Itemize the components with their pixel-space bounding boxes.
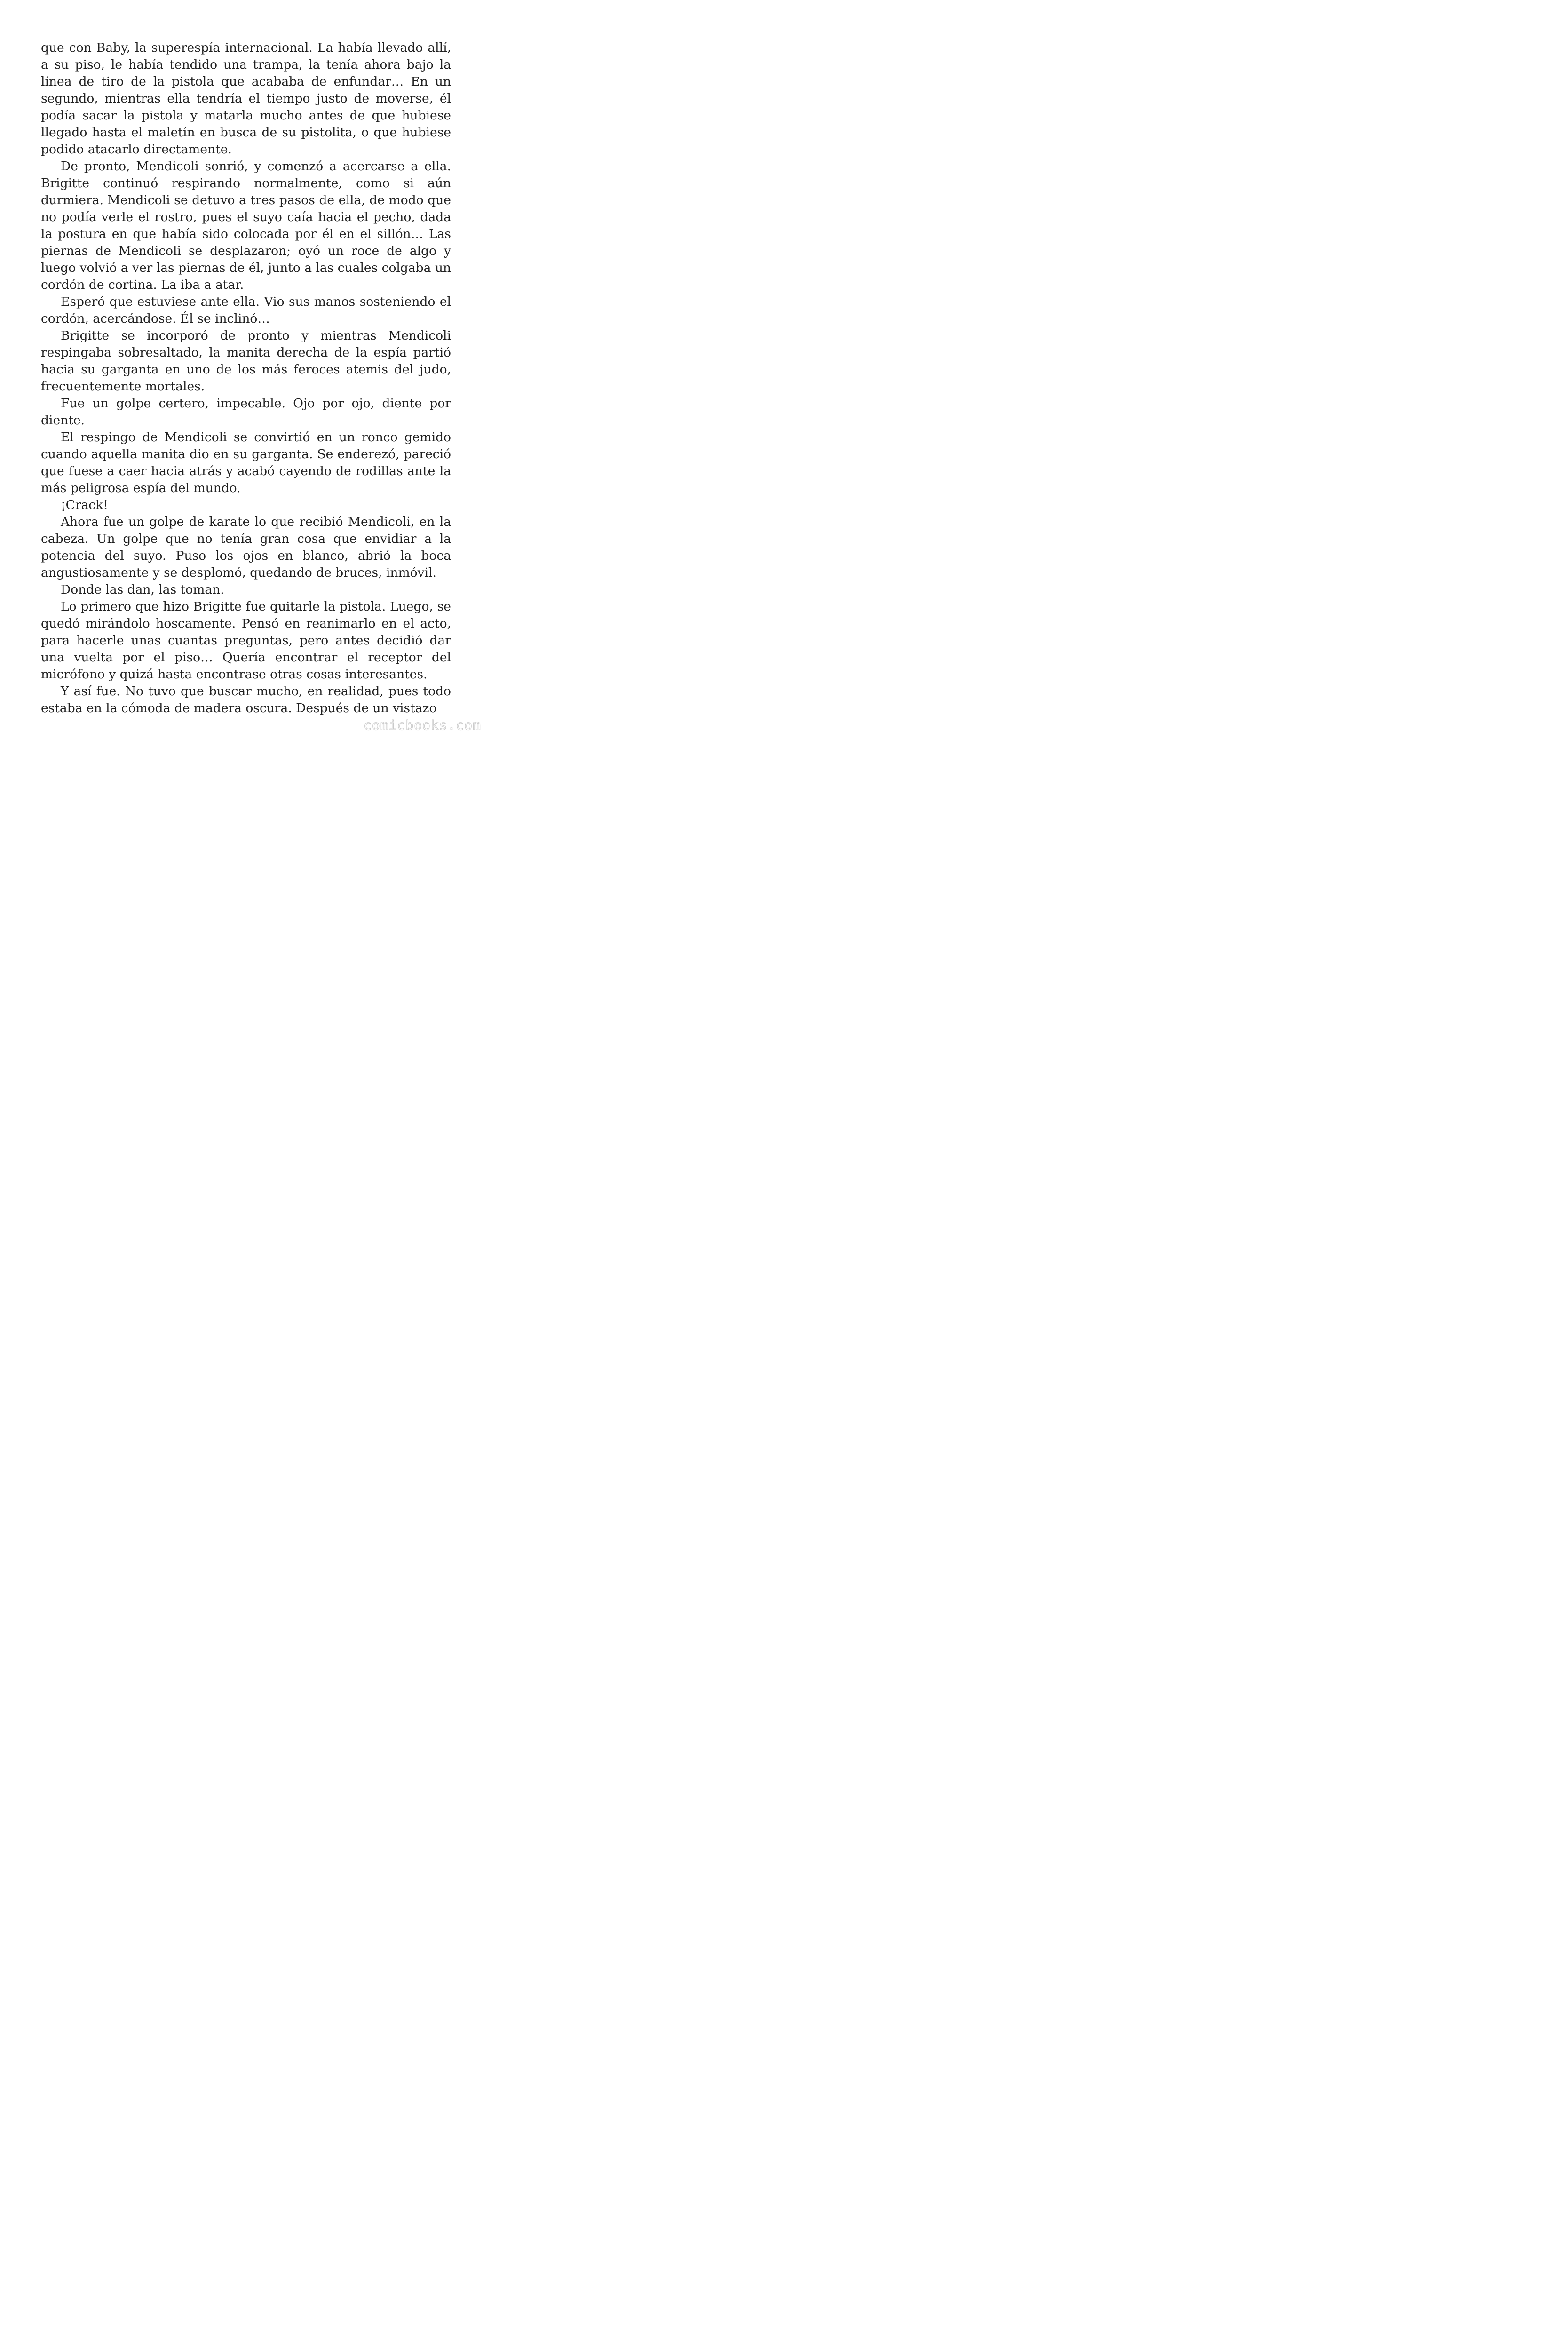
paragraph: Y así fue. No tuvo que buscar mucho, en realidad, pues todo estaba en la cómoda de madera oscura. Después de un vistazo: [41, 684, 451, 715]
paragraph: De pronto, Mendicoli sonrió, y comenzó a acercarse a ella. Brigitte continuó respirando normalmente, como si aún durmiera. Mendicoli se detuvo a tres pasos de ella, de modo que no podía verle el rostro, pues el suyo caía hacia el pecho, dada la postura en que había sido colocada por él en el sillón… Las piernas de Mendicoli se desplazaron; oyó un roce de algo y luego volvió a ver las piernas de él, junto a las cuales colgaba un cordón de cortina. La iba a atar.: [41, 159, 451, 292]
paragraph: Donde las dan, las toman.: [61, 582, 224, 597]
paragraph: Fue un golpe certero, impecable. Ojo por ojo, diente por diente.: [41, 396, 451, 428]
site-watermark: comicbooks.com: [363, 717, 481, 733]
book-page-text: [41, 40, 451, 715]
paragraph: Lo primero que hizo Brigitte fue quitarle la pistola. Luego, se quedó mirándolo hoscamente. Pensó en reanimarlo en el acto, para hacerle unas cuantas preguntas, pero antes decidió dar una vuelta por el piso… Quería encontrar el receptor del micrófono y quizá hasta encontrase otras cosas interesantes.: [41, 599, 451, 682]
paragraph: Brigitte se incorporó de pronto y mientras Mendicoli respingaba sobresaltado, la manita derecha de la espía partió hacia su garganta en uno de los más feroces atemis del judo, frecuentemente mortales.: [41, 328, 451, 394]
paragraph: El respingo de Mendicoli se convirtió en un ronco gemido cuando aquella manita dio en su garganta. Se enderezó, pareció que fuese a caer hacia atrás y acabó cayendo de rodillas ante la más peligrosa espía del mundo.: [41, 430, 451, 495]
paragraph: Esperó que estuviese ante ella. Vio sus manos sosteniendo el cordón, acercándose. Él se inclinó…: [41, 294, 451, 326]
paragraph: que con Baby, la superespía internacional. La había llevado allí, a su piso, le había tendido una trampa, la tenía ahora bajo la línea de tiro de la pistola que acababa de enfundar… En un segundo, mientras ella tendría el tiempo justo de moverse, él podía sacar la pistola y matarla mucho antes de que hubiese llegado hasta el maletín en busca de su pistolita, o que hubiese podido atacarlo directamente.: [41, 40, 451, 157]
paragraph: ¡Crack!: [61, 498, 108, 512]
paragraph: Ahora fue un golpe de karate lo que recibió Mendicoli, en la cabeza. Un golpe que no tenía gran cosa que envidiar a la potencia del suyo. Puso los ojos en blanco, abrió la boca angustiosamente y se desplomó, quedando de bruces, inmóvil.: [41, 515, 451, 580]
